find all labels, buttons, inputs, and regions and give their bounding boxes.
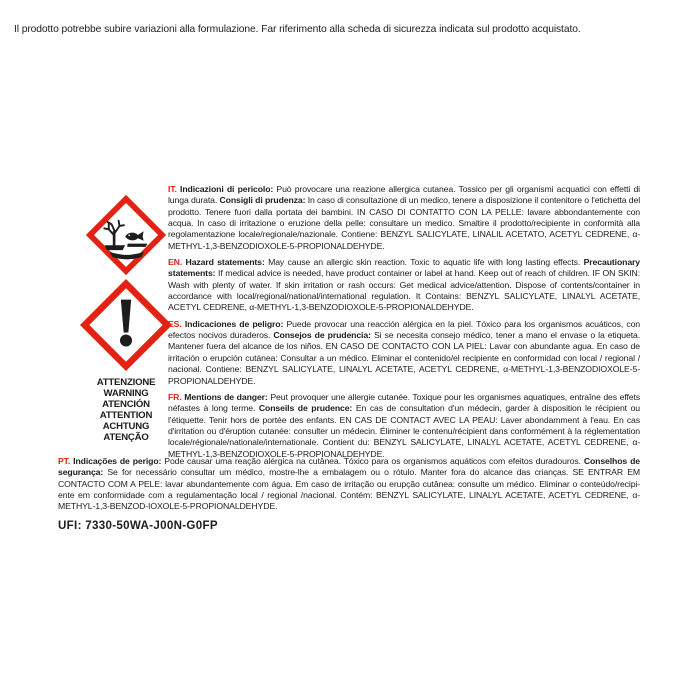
exclamation-mark-icon — [79, 278, 173, 372]
hazard-statement-fr — [168, 392, 640, 460]
statement-segment: May cause an allergic skin reaction. Toxic to aquatic life with long lasting effects. — [268, 257, 584, 268]
signal-word: ATENÇÃO — [103, 432, 149, 443]
statement-segment: Conseils de prudence: — [258, 403, 356, 414]
statement-segment: IT. — [168, 184, 181, 194]
statement-segment: Conselhos de segurança: — [58, 456, 641, 478]
signal-word: ATENCIÓN — [102, 399, 150, 410]
pictogram-column — [74, 194, 178, 443]
statement-segment: ES. — [168, 318, 185, 329]
statement-segment: EN. — [168, 257, 186, 268]
statement-segment: Se for necessário consultar um médico, mostre-lhe a embalagem ou o rótulo. Manter fora do alcance das crianças. SE ENTRAR EM CONTACTO COM A PELE: lavar abundantemente com água. Em caso de irritação ou erupção cutânea: consulte um médico. Eliminar o conteúdo/recipi- ente em conformidade com a regulamentação local / regional /nacional. Contém: BENZYL SALICYLATE, LINALYL ACETATE, ACETYL CEDRENE, α-METHYL-1,3-BENZOD-IOXOLE-5-PROPIONALDEHYDE. — [58, 467, 640, 512]
statement-segment: FR. — [168, 391, 185, 402]
statement-segment: Precautionary statements: — [168, 257, 641, 279]
formulation-disclaimer: Il prodotto potrebbe subire variazioni alla formulazione. Far riferimento alla scheda di sicurezza indicata sul prodotto acquistato. — [14, 24, 581, 35]
hazard-statement-pt — [58, 456, 640, 513]
hazard-statements-column — [168, 184, 640, 465]
ufi-code: UFI: 7330-50WA-J00N-G0FP — [58, 519, 218, 532]
signal-word: WARNING — [103, 388, 149, 399]
statement-segment: Pode causar uma reação alérgica na cutânea. Tóxico para os organismos aquáticos com efeitos duradouros. — [164, 456, 584, 466]
statement-segment: In caso di consultazione di un medico, tenere a disposizione il contenitore o l'etichetta del prodotto. Tenere fuori dalla portata dei bambini. IN CASO DI CONTATTO CON LA PELLE: lavare abbondantemente con acqua. In caso di irritazione o eruzione della pelle: consultare un medico. Smaltire il prodotto/recipiente in conformità alla regolamentazione locale/regionale/nazionale. Contiene: BENZYL SALICYLATE, LINALIL ACETATO, ACETYL CEDRENE, α-METHYL-1,3-BENZODIOXOLE-5-PROPIONALDEHYDE. — [168, 195, 641, 251]
statement-segment: Indicazioni di pericolo: — [180, 184, 277, 194]
signal-word: ATTENZIONE — [96, 377, 156, 388]
statement-segment: If medical advice is needed, have product container or label at hand. Keep out of reach of children. IF ON SKIN: Wash with plenty of water. If skin irritation or rash occurs: Get medical advice/attention. Dispose of contents/container in accordance with local/regional/national/international regulation. It Contains: BENZYL SALICYLATE, LINALYL ACETATE, ACETYL CEDRENE, α-METHYL-1,3-BENZODIOXOLE-5-PROPIONALDEHYDE. — [168, 268, 640, 313]
statement-segment: En cas de consultation d'un médecin, garder à disposition le récipient ou l'étiquette. Tenir hors de portée des enfants. EN CAS DE CONTACT AVEC LA PEAU: Laver abondamment à l'eau. En cas d'irritation ou d'éruption cutanée: consulter un médecin. Éliminer le contenu/récipient dans conformément à la réglementation locale/régionale/nationale/internationale. Contient du: BENZYL SALICYLATE, LINALYL ACETATE, ACETYL CEDRENE, α-METHYL-1,3-BENZODIOXOLE-5-PROPIONALDEHYDE. — [168, 403, 640, 459]
hazard-statement-it — [168, 184, 640, 252]
statement-segment: Hazard statements: — [185, 257, 269, 268]
statement-segment: Puede provocar una reacción alérgica en la piel. Tóxico para los organismos acuáticos, con efectos nocivos duraderos. — [168, 318, 640, 341]
signal-word: ACHTUNG — [102, 421, 150, 432]
statement-segment: Si se necesita consejo médico, tener a mano el envase o la etiqueta. Mantener fuera del alcance de los niños. EN CASO DE CONTACTO CON LA PIEL: Lavar con abundante agua. En caso de irritación o erupción cutánea: Consultar a un médico. Eliminar el contenido/el recipiente en conformidad con local / regional / nacional. Contiene: BENZYL SALICYLATE, LINALYL ACETATE, ACETYL CEDRENE, α-METHYL-1,3-BENZODIOXOLE-5-PROPIONALDEHYDE. — [168, 330, 640, 386]
statement-segment: Consejos de prudencia: — [273, 330, 374, 341]
statement-segment: Consigli di prudenza: — [219, 195, 308, 206]
hazard-statement-es — [168, 319, 640, 387]
statement-segment: Indicações de perigo: — [73, 456, 165, 466]
environment-hazard-icon — [85, 194, 167, 276]
statement-segment: Peut provoquer une allergie cutanée. Toxique pour les organismes aquatiques, entraîne des effets néfastes à long terme. — [168, 391, 640, 414]
statement-segment: Può provocare una reazione allergica cutanea. Tossico per gli organismi acquatici con effetti di lunga durata. — [168, 184, 640, 206]
signal-words — [97, 377, 156, 443]
signal-word: ATTENTION — [99, 410, 153, 421]
hazard-statement-en — [168, 257, 640, 314]
statement-segment: PT. — [58, 456, 74, 466]
statement-segment: Indicaciones de peligro: — [184, 318, 287, 329]
statement-segment: Mentions de danger: — [184, 391, 271, 402]
